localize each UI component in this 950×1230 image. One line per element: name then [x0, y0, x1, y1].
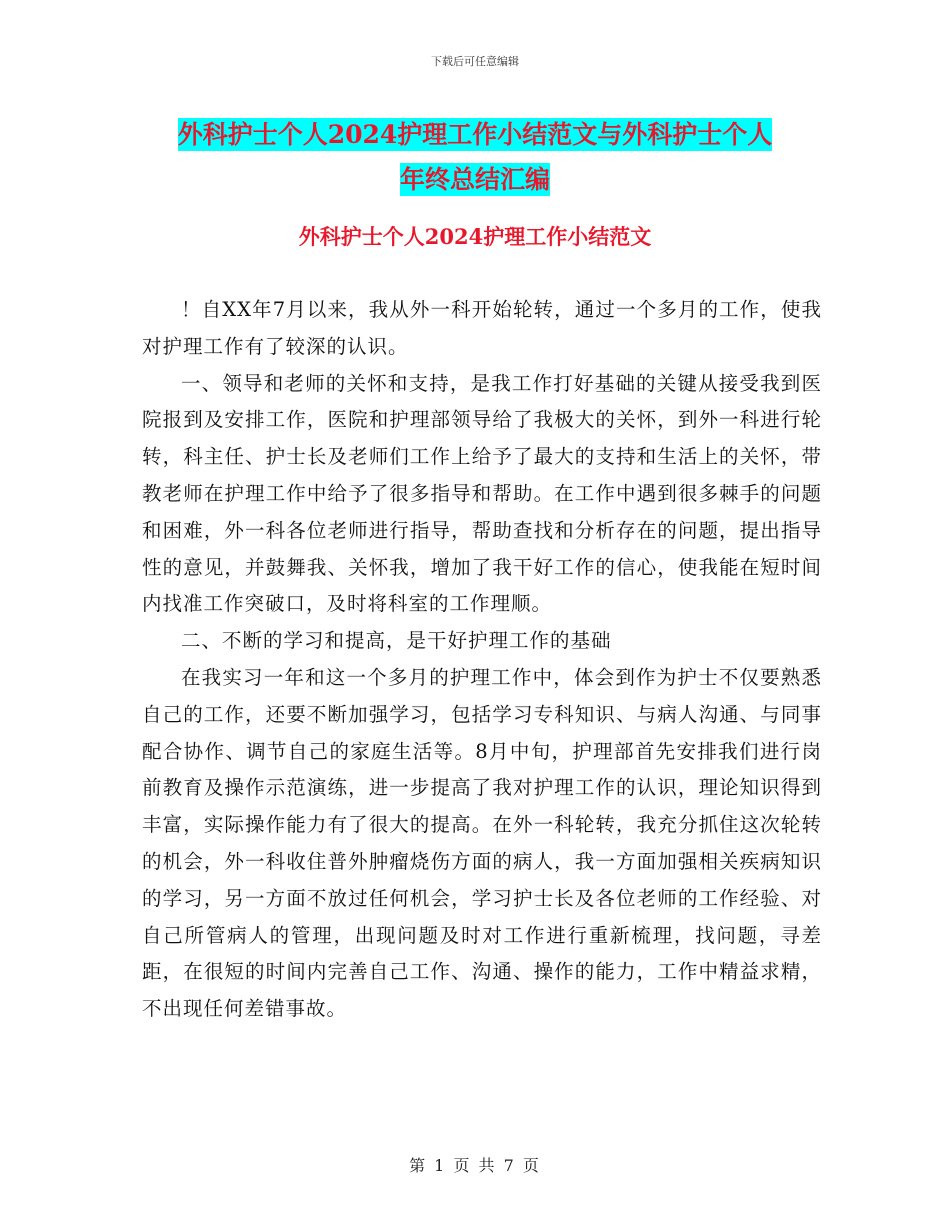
document-body — [142, 292, 822, 1028]
document-title — [0, 112, 950, 202]
section-title: 外科护士个人2024护理工作小结范文 — [298, 224, 652, 249]
header-note: 下载后可任意编辑 — [431, 55, 519, 68]
paragraph-leadership-support: 一、领导和老师的关怀和支持，是我工作打好基础的关键从接受我到医院报到及安排工作，医院和护理部领导给了我极大的关怀，到外一科进行轮转，科主任、护士长及老师们工作上给予了最大的支持和生活上的关怀，带教老师在护理工作中给予了很多指导和帮助。在工作中遇到很多棘手的问题和困难，外一科各位老师进行指导，帮助查找和分析存在的问题，提出指导性的意见，并鼓舞我、关怀我，增加了我干好工作的信心，使我能在短时间内找准工作突破口，及时将科室的工作理顺。 — [142, 371, 822, 616]
document-title-line-2: 年终总结汇编 — [399, 165, 550, 194]
paragraph-heading-learning: 二、不断的学习和提高，是干好护理工作的基础 — [181, 629, 612, 653]
document-title-line-1: 外科护士个人2024护理工作小结范文与外科护士个人 — [177, 120, 773, 149]
paragraph-learning-details: 在我实习一年和这一个多月的护理工作中，体会到作为护士不仅要熟悉自己的工作，还要不断加强学习，包括学习专科知识、与病人沟通、与同事配合协作、调节自己的家庭生活等。8月中旬，护理部首先安排我们进行岗前教育及操作示范演练，进一步提高了我对护理工作的认识，理论知识得到丰富，实际操作能力有了很大的提高。在外一科轮转，我充分抓住这次轮转的机会，外一科收住普外肿瘤烧伤方面的病人，我一方面加强相关疾病知识的学习，另一方面不放过任何机会，学习护士长及各位老师的工作经验、对自己所管病人的管理，出现问题及时对工作进行重新梳理，找问题，寻差距，在很短的时间内完善自己工作、沟通、操作的能力，工作中精益求精，不出现任何差错事故。 — [142, 665, 822, 1021]
page-footer: 第 1 页 共 7 页 — [409, 1156, 541, 1175]
paragraph-intro: ！自XX年7月以来，我从外一科开始轮转，通过一个多月的工作，使我对护理工作有了较深的认识。 — [142, 298, 822, 358]
